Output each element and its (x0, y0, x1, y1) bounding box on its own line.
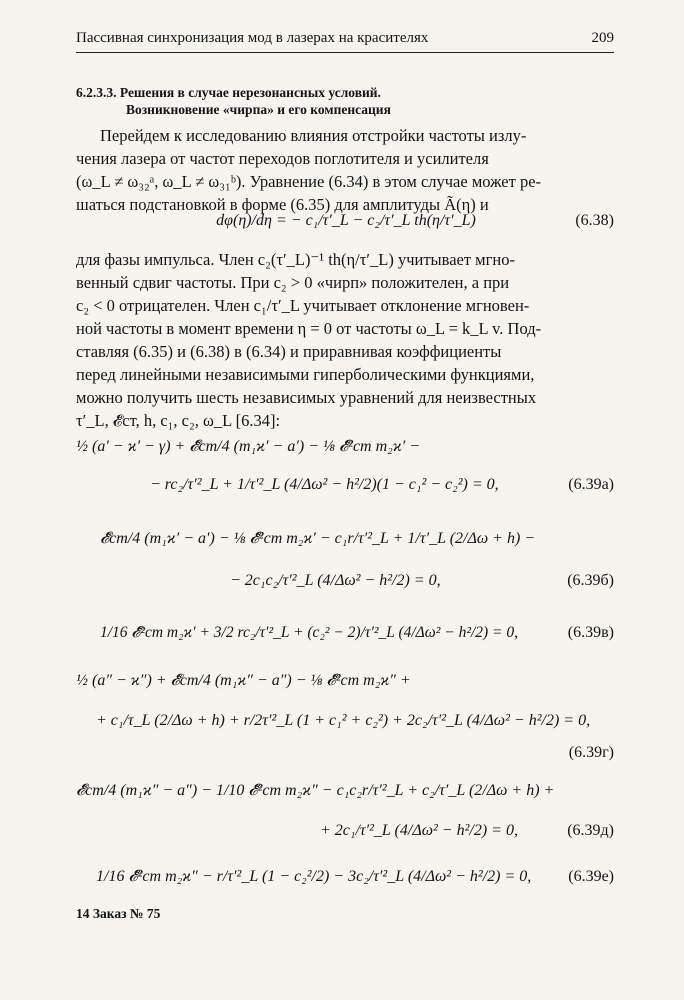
equation-6-39d-number: (6.39д) (567, 822, 614, 839)
running-head (76, 30, 614, 47)
paragraph-2-line-6: перед линейными независимыми гиперболическими функциями, (76, 365, 535, 384)
running-head-title: Пассивная синхронизация мод в лазерах на красителях (76, 30, 429, 46)
section-title-line-2: Возникновение «чирпа» и его компенсация (126, 102, 391, 117)
printer-signature: 14 Заказ № 75 (76, 906, 161, 921)
equation-6-39b-number: (6.39б) (567, 572, 614, 589)
paragraph-2-line-4: ной частоты в момент времени η = 0 от частоты ω_L = k_L v. Под- (76, 319, 542, 338)
page-number: 209 (591, 30, 614, 46)
equation-6-38-number: (6.38) (575, 212, 614, 229)
paragraph-1-line-4: шаться подстановкой в форме (6.35) для амплитуды Ã(η) и (76, 195, 489, 214)
paragraph-1-line-2: чения лазера от частот переходов поглотителя и усилителя (76, 149, 489, 168)
paragraph-2-line-1: для фазы импульса. Член c₂(τ′_L)⁻¹ th(η/τ′_L) учитывает мгно- (76, 250, 515, 269)
equation-6-39d-line-1: 𝓔̃ст/4 (m₁ϰ″ − a″) − 1/10 𝓔̃²ст m₂ϰ″ − c₁c₂r/τ′²_L + c₂/τ′_L (2/Δω + h) + (76, 782, 555, 799)
equation-6-39b-line-2: − 2c₁c₂/τ′²_L (4/Δω² − h²/2) = 0, (230, 572, 441, 589)
equation-6-39a-line-1: ½ (a′ − ϰ′ − γ) + 𝓔̃ст/4 (m₁ϰ′ − a′) − ⅛ 𝓔̃²ст m₂ϰ′ − (76, 438, 421, 455)
equation-6-38 (76, 212, 616, 230)
equation-6-39g-number: (6.39г) (568, 744, 614, 761)
paragraph-2-line-8: τ′_L, 𝓔̃ст, h, c₁, c₂, ω_L [6.34]: (76, 411, 281, 430)
equation-6-39b-line-1: 𝓔̃ст/4 (m₁ϰ′ − a′) − ⅛ 𝓔̃²ст m₂ϰ′ − c₁r/τ′²_L + 1/τ′_L (2/Δω + h) − (100, 530, 536, 547)
equation-6-38-formula: dφ(η)/dη = − c₁/τ′_L − c₂/τ′_L th(η/τ′_L) (216, 212, 476, 229)
paragraph-2-line-2: венный сдвиг частоты. При c₂ > 0 «чирп» положителен, а при (76, 273, 510, 292)
paragraph-2-line-7: можно получить шесть независимых уравнений для неизвестных (76, 388, 537, 407)
equation-6-39a-line-2: − rc₂/τ′²_L + 1/τ′²_L (4/Δω² − h²/2)(1 − c₁² − c₂²) = 0, (150, 476, 499, 493)
paragraph-2-line-5: ставляя (6.35) и (6.38) в (6.34) и приравнивая коэффициенты (76, 342, 502, 361)
equation-6-39v-line-1: 1/16 𝓔̃²ст m₂ϰ′ + 3/2 rc₂/τ′²_L + (c₂² − 2)/τ′²_L (4/Δω² − h²/2) = 0, (100, 624, 519, 641)
paragraph-2-line-3: c₂ < 0 отрицателен. Член c₁/τ′_L учитывает отклонение мгновен- (76, 296, 530, 315)
equation-6-39v-number: (6.39в) (567, 624, 614, 641)
equation-6-39e-number: (6.39е) (568, 868, 614, 885)
section-title (76, 84, 616, 118)
paragraph-2 (76, 248, 616, 432)
equation-6-39g-line-2: + c₁/τ_L (2/Δω + h) + r/2τ′²_L (1 + c₁² + c₂²) + 2c₂/τ′²_L (4/Δω² − h²/2) = 0, (96, 712, 591, 729)
equation-6-39g-line-1: ½ (a″ − ϰ″) + 𝓔̃ст/4 (m₁ϰ″ − a″) − ⅛ 𝓔̃²ст m₂ϰ″ + (76, 672, 411, 689)
equation-6-39e-line-1: 1/16 𝓔̃²ст m₂ϰ″ − r/τ′²_L (1 − c₂²/2) − 3c₂/τ′²_L (4/Δω² − h²/2) = 0, (96, 868, 532, 885)
paragraph-1-line-1: Перейдем к исследованию влияния отстройки частоты излу- (100, 126, 527, 145)
equation-6-39d-line-2: + 2c₁/τ′²_L (4/Δω² − h²/2) = 0, (320, 822, 518, 839)
paragraph-1-line-3: (ω_L ≠ ω₃₂ᵃ, ω_L ≠ ω₃₁ᵇ). Уравнение (6.34) в этом случае может ре- (76, 172, 542, 191)
equation-6-39a-number: (6.39а) (568, 476, 614, 493)
paragraph-1 (76, 124, 616, 216)
header-rule (76, 52, 614, 53)
section-title-line-1: 6.2.3.3. Решения в случае нерезонансных условий. (76, 85, 381, 100)
